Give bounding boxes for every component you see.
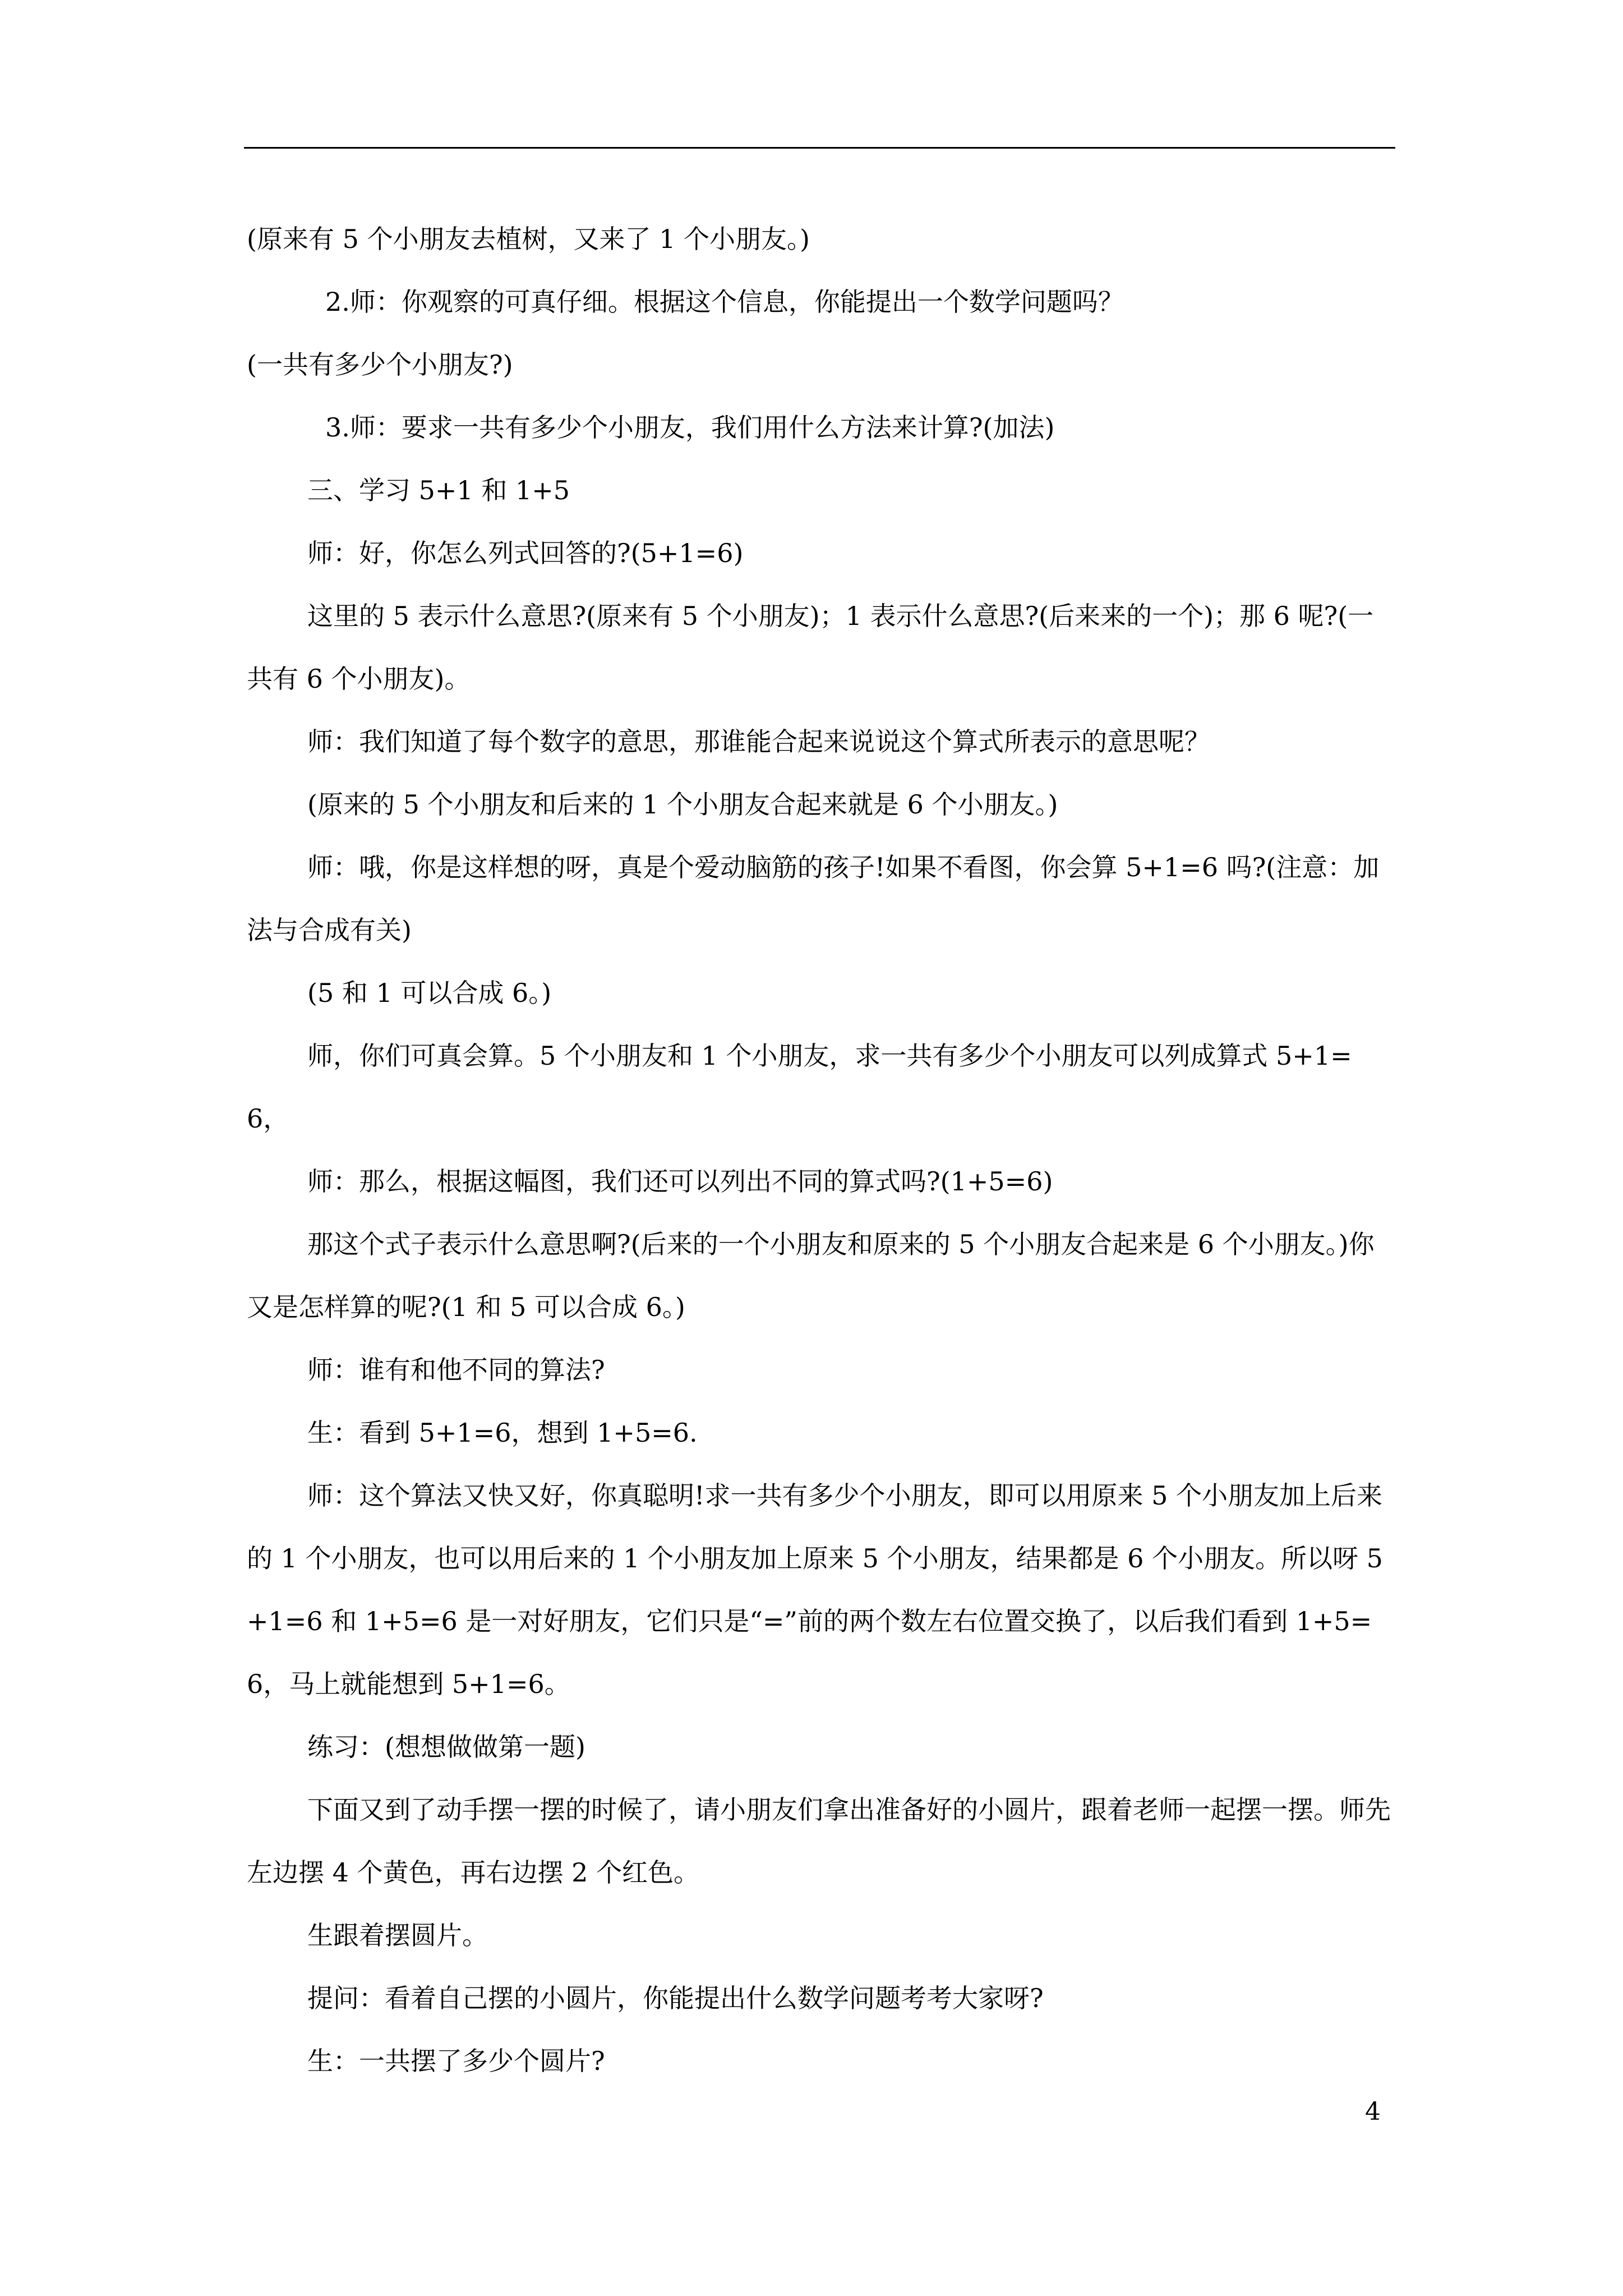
- paragraph-1: (原来有 5 个小朋友去植树，又来了 1 个小朋友。): [247, 224, 810, 254]
- paragraph-13: 师：那么，根据这幅图，我们还可以列出不同的算式吗?(1+5=6): [307, 1166, 1053, 1197]
- paragraph-10: 师：哦，你是这样想的呀，真是个爱动脑筋的孩子!如果不看图，你会算 5+1=6 吗?(注意：加法与合成有关): [247, 852, 1380, 945]
- paragraph-3: (一共有多少个小朋友?): [247, 349, 513, 380]
- paragraph-14: 那这个式子表示什么意思啊?(后来的一个小朋友和原来的 5 个小朋友合起来是 6 个小朋友。)你又是怎样算的呢?(1 和 5 可以合成 6。): [247, 1229, 1375, 1322]
- header-rule: [244, 147, 1395, 149]
- page-number: 4: [1365, 2097, 1381, 2126]
- paragraph-18: 练习：(想想做做第一题): [307, 1732, 585, 1762]
- paragraph-9: (原来的 5 个小朋友和后来的 1 个小朋友合起来就是 6 个小朋友。): [307, 789, 1058, 820]
- paragraph-17: 师：这个算法又快又好，你真聪明!求一共有多少个小朋友，即可以用原来 5 个小朋友加上后来的 1 个小朋友，也可以用后来的 1 个小朋友加上原来 5 个小朋友，结果都是 6 个小朋友。所以呀 5+1=6 和 1+5=6 是一对好朋友，它们只是“=”前的两个数左右位置交换了，以后我们看到 1+5=6，马上就能想到 5+1=6。: [247, 1480, 1383, 1699]
- paragraph-20: 生跟着摆圆片。: [307, 1920, 488, 1950]
- paragraph-6: 师：好，你怎么列式回答的?(5+1=6): [307, 538, 744, 568]
- paragraph-2: 2.师：你观察的可真仔细。根据这个信息，你能提出一个数学问题吗？: [325, 287, 1124, 317]
- paragraph-16: 生：看到 5+1=6，想到 1+5=6.: [307, 1418, 698, 1448]
- paragraph-8: 师：我们知道了每个数字的意思，那谁能合起来说说这个算式所表示的意思呢？: [307, 726, 1210, 757]
- paragraph-4: 3.师：要求一共有多少个小朋友，我们用什么方法来计算?(加法): [325, 412, 1055, 443]
- paragraph-19: 下面又到了动手摆一摆的时候了，请小朋友们拿出准备好的小圆片，跟着老师一起摆一摆。师先左边摆 4 个黄色，再右边摆 2 个红色。: [247, 1795, 1391, 1888]
- document-body: [247, 208, 1391, 2092]
- paragraph-15: 师：谁有和他不同的算法?: [307, 1355, 605, 1385]
- paragraph-11: (5 和 1 可以合成 6。): [307, 978, 552, 1008]
- paragraph-22: 生：一共摆了多少个圆片?: [307, 2046, 605, 2076]
- section-heading: 三、学习 5+1 和 1+5: [307, 475, 570, 505]
- paragraph-12: 师，你们可真会算。5 个小朋友和 1 个小朋友，求一共有多少个小朋友可以列成算式 5+1=6，: [247, 1041, 1352, 1134]
- paragraph-7: 这里的 5 表示什么意思?(原来有 5 个小朋友)；1 表示什么意思?(后来来的一个)；那 6 呢?(一共有 6 个小朋友)。: [247, 601, 1374, 694]
- paragraph-21: 提问：看着自己摆的小圆片，你能提出什么数学问题考考大家呀?: [307, 1983, 1044, 2013]
